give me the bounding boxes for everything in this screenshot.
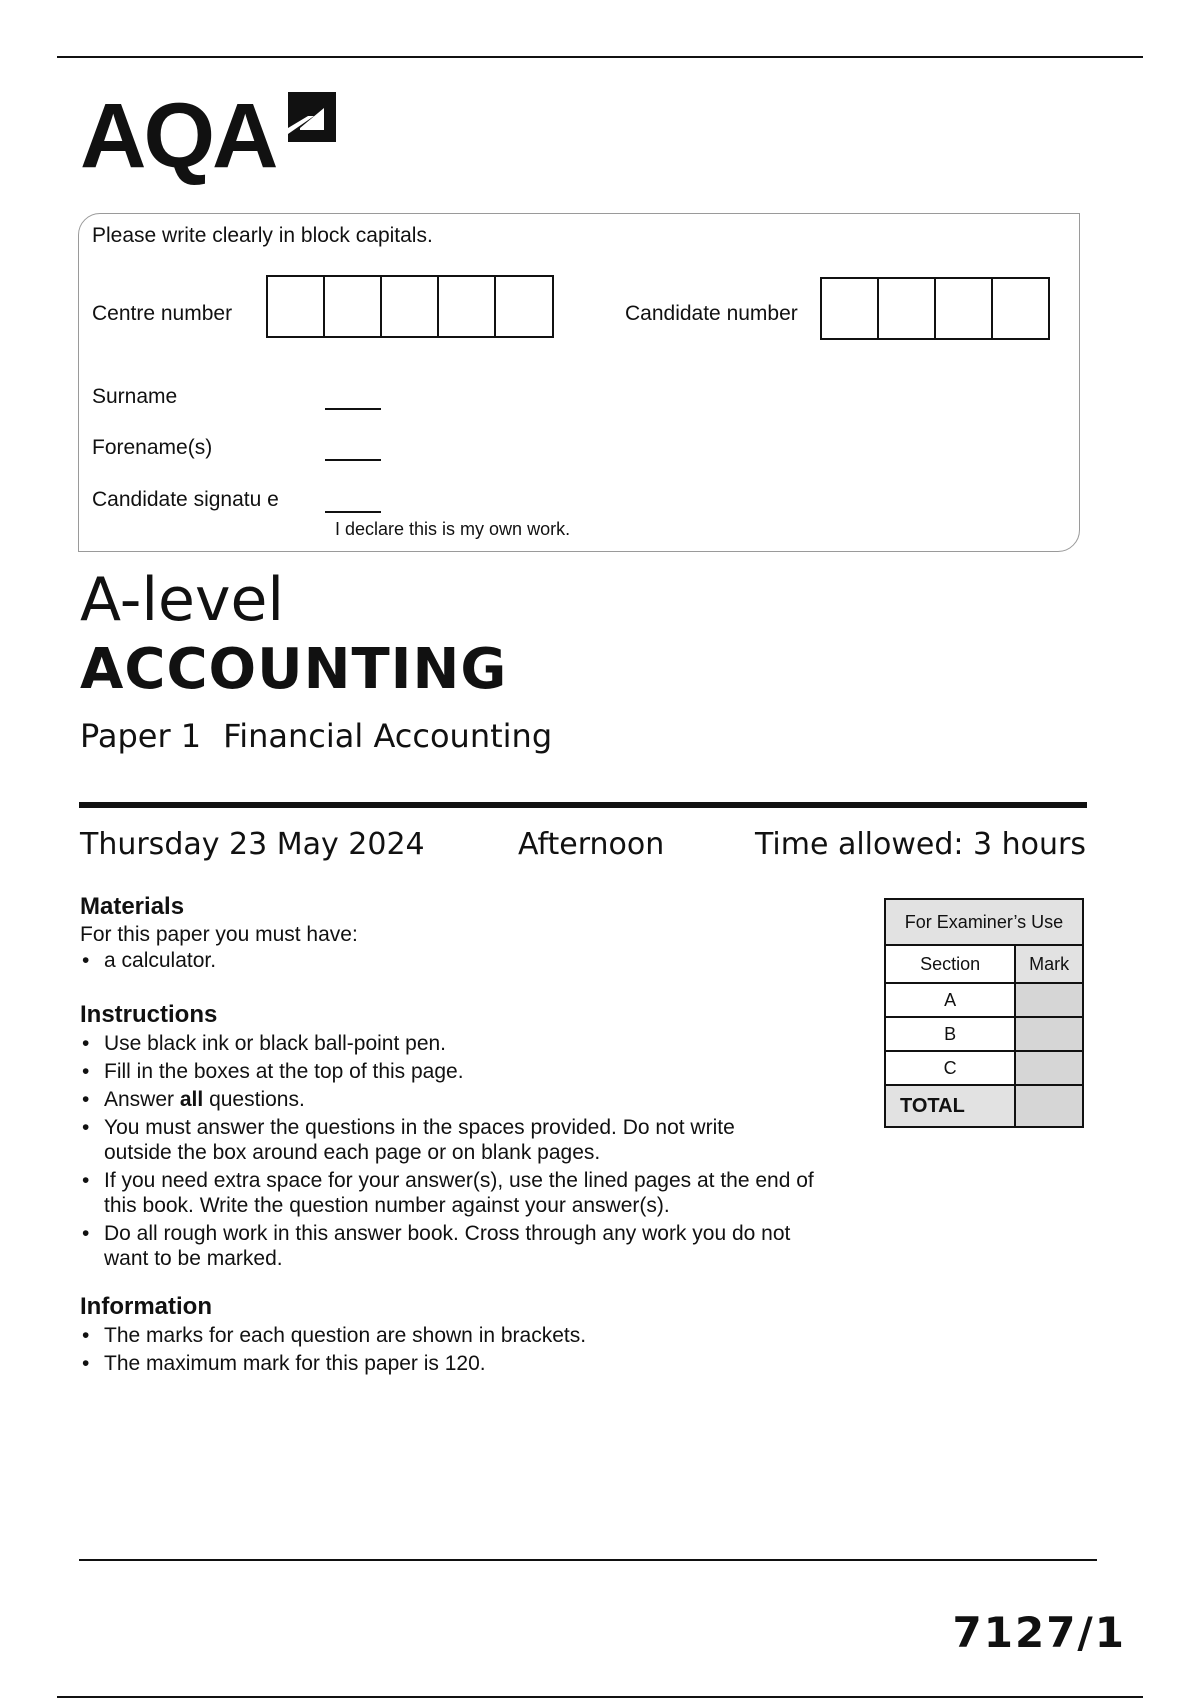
bottom-rule [57, 1696, 1143, 1698]
instructions-heading: Instructions [80, 1001, 218, 1028]
list-item: • You must answer the questions in the spaces provided. Do not write outside the box around each page or on blank pages. [80, 1115, 804, 1165]
examiner-table-title: For Examiner’s Use [885, 899, 1083, 945]
declaration-text: I declare this is my own work. [335, 519, 571, 539]
mark-cell[interactable] [1015, 1017, 1083, 1051]
table-row [885, 983, 1083, 1017]
total-mark-cell[interactable] [1015, 1085, 1083, 1127]
table-row [885, 1017, 1083, 1051]
list-item [80, 1087, 864, 1112]
top-rule [57, 56, 1143, 58]
examiner-use-table [884, 898, 1084, 1128]
list-item: • The maximum mark for this paper is 120. [80, 1351, 864, 1376]
list-item: • a calculator. [80, 948, 864, 973]
centre-number-label: Centre number [92, 302, 233, 325]
surname-field[interactable] [325, 408, 381, 410]
centre-number-box[interactable] [496, 277, 552, 336]
candidate-number-label: Candidate number [625, 302, 798, 325]
list-item: • Do all rough work in this answer book. Cross through any work you do not want to be marked. [80, 1221, 804, 1271]
surname-label: Surname [92, 385, 178, 408]
materials-intro: For this paper you must have: [80, 923, 358, 946]
aqa-logo-text: AQA [80, 85, 276, 187]
table-row [885, 1085, 1083, 1127]
mark-cell[interactable] [1015, 983, 1083, 1017]
materials-heading: Materials [80, 893, 185, 920]
footer-rule [79, 1559, 1097, 1561]
signature-field[interactable] [325, 511, 381, 513]
paper-number: Paper 1 [80, 717, 202, 755]
subject-title: ACCOUNTING [80, 637, 508, 702]
exam-date: Thursday 23 May 2024 [80, 827, 425, 862]
block-capitals-instruction: Please write clearly in block capitals. [92, 224, 433, 247]
candidate-number-box[interactable] [936, 279, 993, 338]
section-cell: A [885, 983, 1015, 1017]
candidate-number-box[interactable] [879, 279, 936, 338]
list-item: • If you need extra space for your answer(s), use the lined pages at the end of this book. Write the question number against your answer(s). [80, 1168, 844, 1218]
candidate-number-boxes[interactable] [820, 277, 1050, 340]
aqa-logo-mark-icon [284, 88, 340, 148]
centre-number-box[interactable] [268, 277, 325, 336]
answer-emphasis: all [179, 1088, 204, 1111]
information-heading: Information [80, 1293, 212, 1320]
instructions-section [80, 1001, 864, 1274]
paper-title [80, 717, 553, 755]
mark-column-header: Mark [1015, 945, 1083, 983]
centre-number-box[interactable] [439, 277, 496, 336]
qualification-level: A-level [80, 565, 285, 635]
forenames-label: Forename(s) [92, 436, 213, 459]
candidate-number-box[interactable] [993, 279, 1048, 338]
mark-cell[interactable] [1015, 1051, 1083, 1085]
answer-prefix: Answer [104, 1088, 175, 1111]
signature-label: Candidate signatu e [92, 488, 279, 511]
section-cell: B [885, 1017, 1015, 1051]
paper-code: 7127/1 [952, 1608, 1126, 1657]
centre-number-box[interactable] [325, 277, 382, 336]
materials-section [80, 893, 864, 976]
exam-session: Afternoon [518, 827, 665, 862]
list-item: • Use black ink or black ball-point pen. [80, 1031, 864, 1056]
answer-suffix: questions. [209, 1088, 305, 1111]
centre-number-boxes[interactable] [266, 275, 554, 338]
list-item: • The marks for each question are shown in brackets. [80, 1323, 864, 1348]
section-cell: C [885, 1051, 1015, 1085]
time-allowed: Time allowed: 3 hours [754, 827, 1086, 862]
section-column-header: Section [885, 945, 1015, 983]
list-item: • Fill in the boxes at the top of this page. [80, 1059, 864, 1084]
title-divider [79, 802, 1087, 808]
table-row [885, 1051, 1083, 1085]
forenames-field[interactable] [325, 459, 381, 461]
paper-name: Financial Accounting [223, 717, 553, 755]
information-section [80, 1293, 864, 1379]
total-label: TOTAL [885, 1085, 1015, 1127]
candidate-number-box[interactable] [822, 279, 879, 338]
centre-number-box[interactable] [382, 277, 439, 336]
